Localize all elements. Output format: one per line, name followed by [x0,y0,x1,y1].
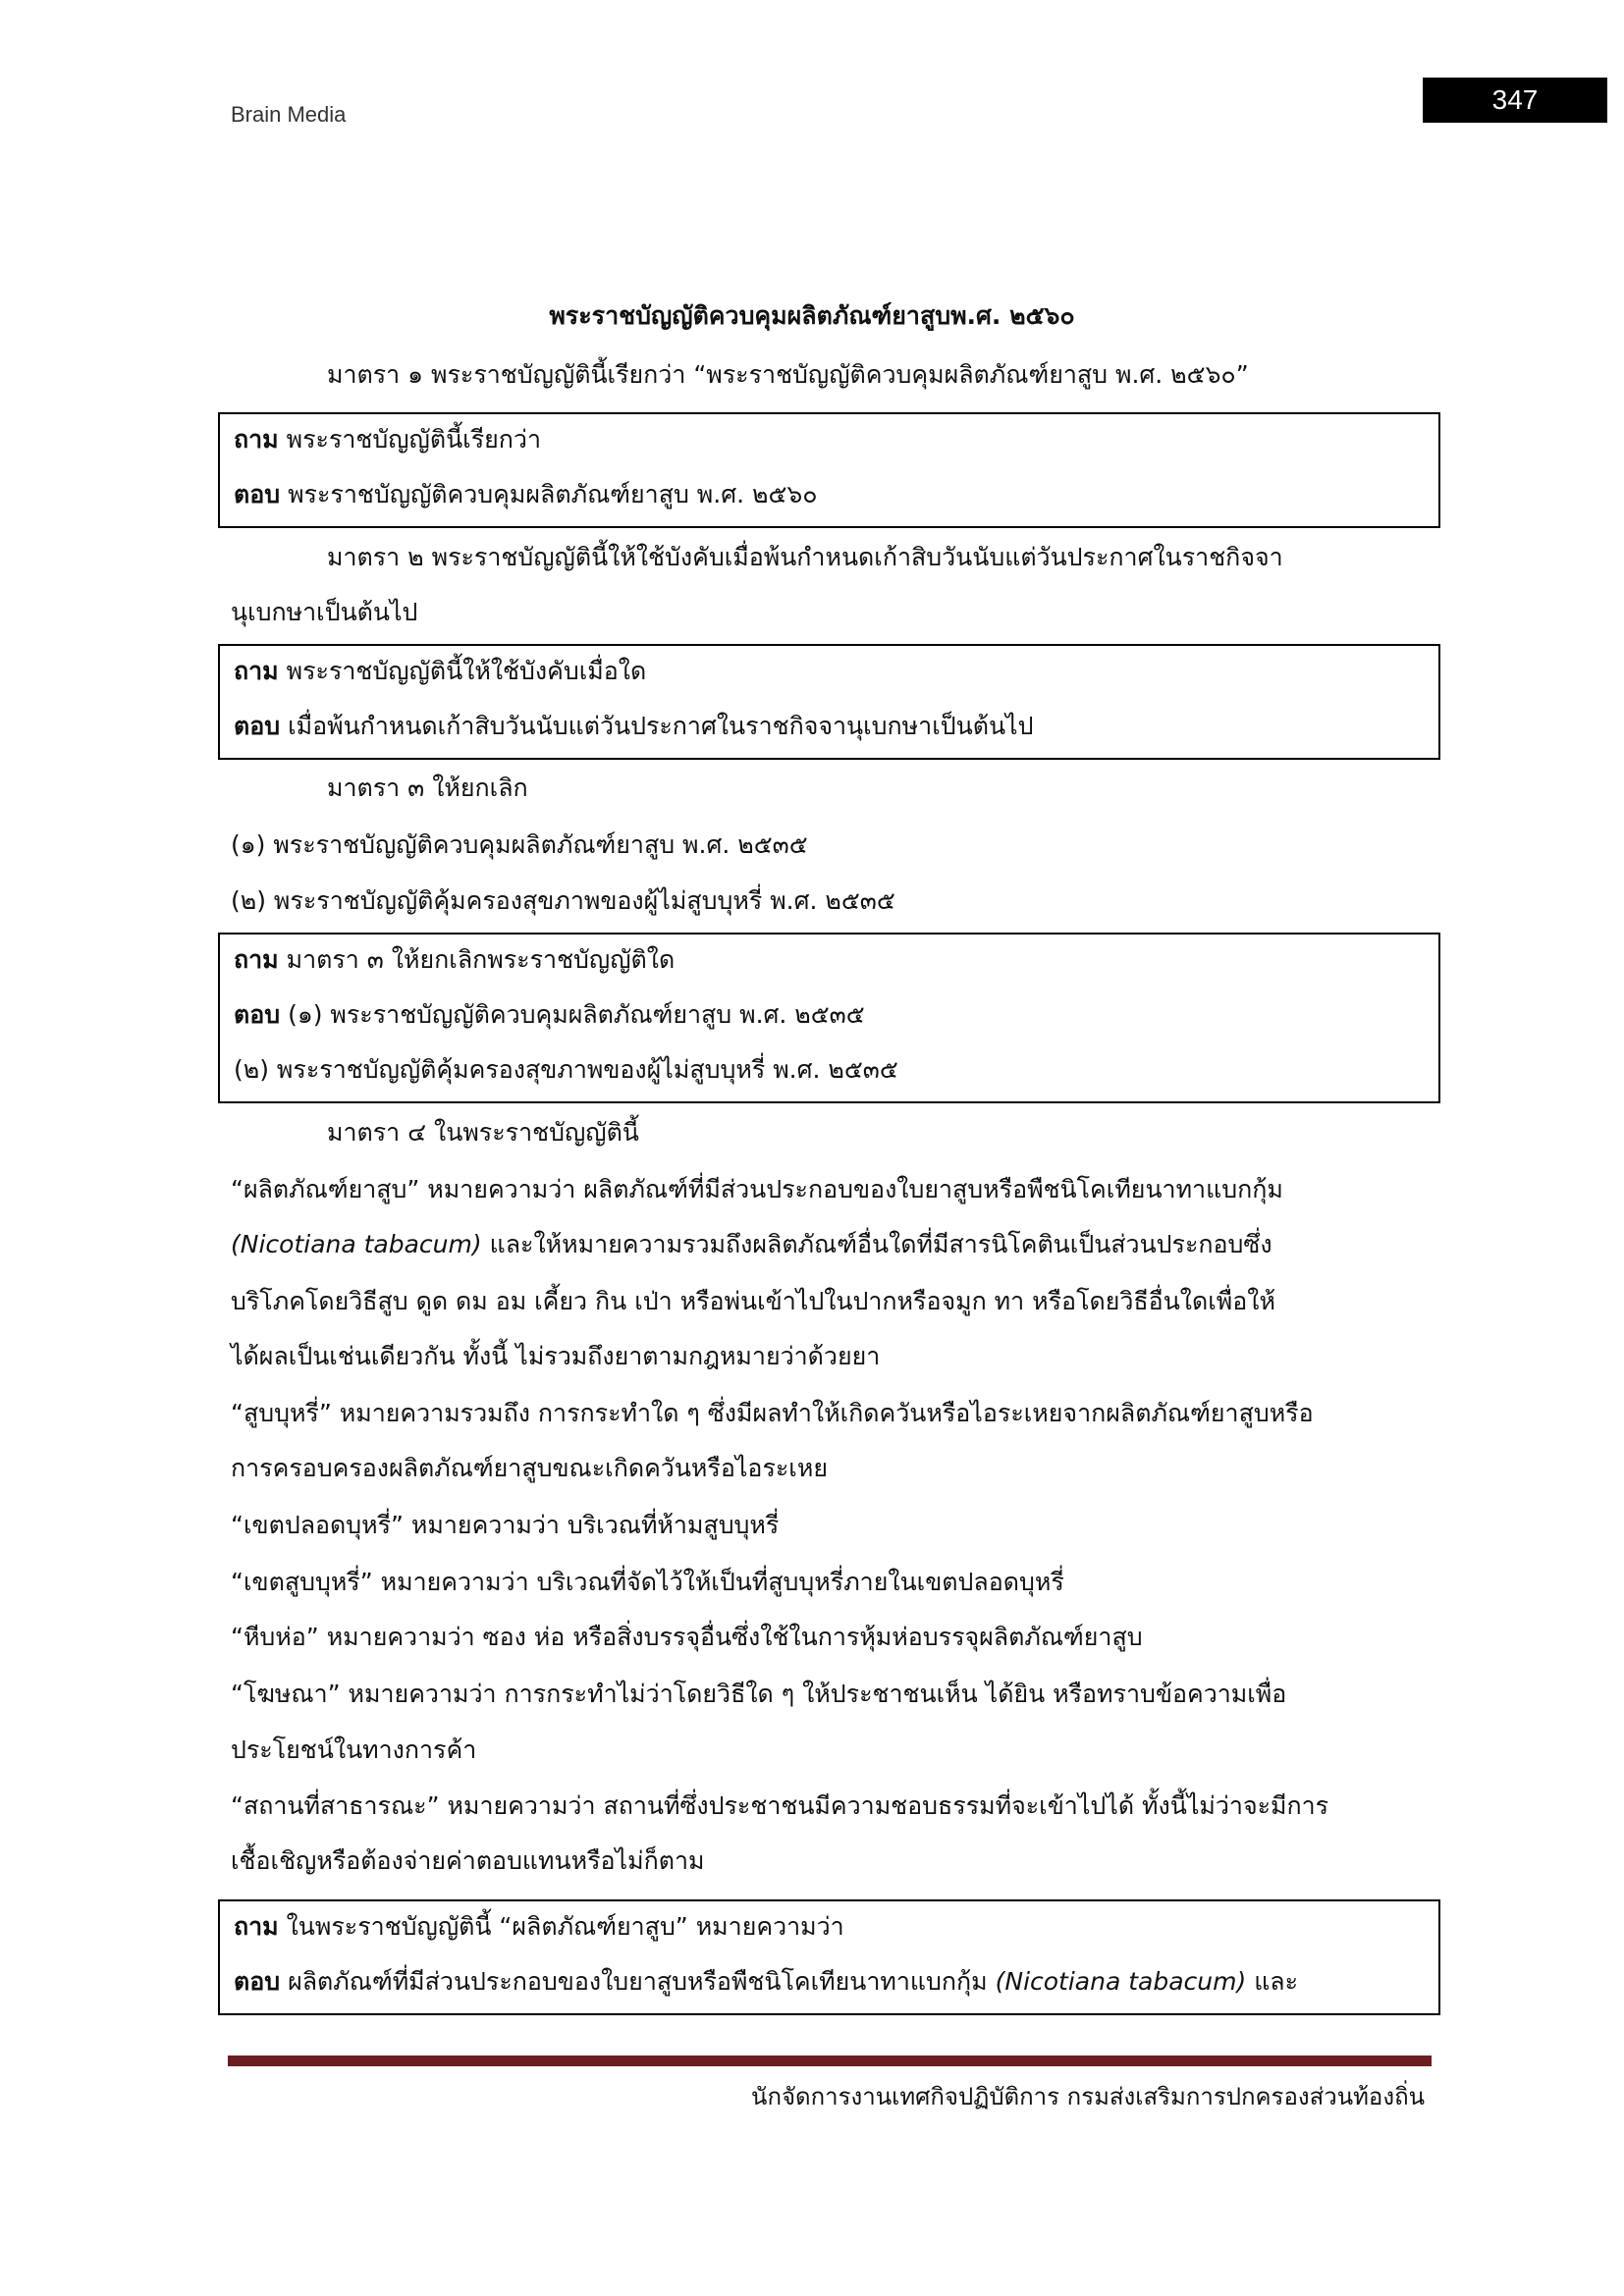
section-2-text-line-2: นุเบกษาเป็นต้นไป [231,598,418,626]
definition-line: การครอบครองผลิตภัณฑ์ยาสูบขณะเกิดควันหรือไอระเหย [231,1454,828,1482]
definition-line [231,1227,1272,1262]
document-title: พระราชบัญญัติควบคุมผลิตภัณฑ์ยาสูบพ.ศ. ๒๕๖๐ [549,301,1075,330]
question-tag: ถาม [234,425,279,454]
question-text: พระราชบัญญัตินี้ให้ใช้บังคับเมื่อใด [278,657,647,685]
qa-3-answer-line-2: (๒) พระราชบัญญัติคุ้มครองสุขภาพของผู้ไม่สูบบุหรี่ พ.ศ. ๒๕๓๕ [234,1055,898,1084]
question-tag: ถาม [234,1912,279,1941]
answer-tag: ตอบ [234,1000,281,1029]
definition-line: “สูบบุหรี่” หมายความรวมถึง การกระทำใด ๆ ซึ่งมีผลทำให้เกิดควันหรือไอระเหยจากผลิตภัณฑ์ยาสูบหรือ [231,1399,1314,1427]
qa-box-4 [218,1899,1440,2015]
qa-box-3 [218,933,1440,1103]
scientific-name: (Nicotiana tabacum) [995,1967,1247,1996]
question-text: ในพระราชบัญญัตินี้ “ผลิตภัณฑ์ยาสูบ” หมายความว่า [278,1912,844,1941]
qa-1-question [234,422,541,457]
section-3-text: มาตรา ๓ ให้ยกเลิก [327,774,528,802]
qa-4-answer [234,1964,1298,2000]
definition-line: “เขตสูบบุหรี่” หมายความว่า บริเวณที่จัดไว้ให้เป็นที่สูบบุหรี่ภายในเขตปลอดบุหรี่ [231,1568,1064,1596]
qa-2-question [234,654,646,689]
qa-box-2 [218,644,1440,760]
page-number-badge: 347 [1423,78,1607,123]
question-text: มาตรา ๓ ให้ยกเลิกพระราชบัญญัติใด [278,945,676,974]
qa-1-answer [234,477,818,512]
answer-text: (๑) พระราชบัญญัติควบคุมผลิตภัณฑ์ยาสูบ พ.ศ. ๒๕๓๕ [280,1000,865,1029]
question-tag: ถาม [234,945,279,974]
qa-2-answer [234,709,1033,744]
qa-4-question [234,1909,844,1945]
answer-text-end: และ [1246,1967,1299,1996]
definition-line: เชื้อเชิญหรือต้องจ่ายค่าตอบแทนหรือไม่ก็ตาม [231,1846,705,1875]
definition-line: ประโยชน์ในทางการค้า [231,1735,477,1764]
definition-line: ได้ผลเป็นเช่นเดียวกัน ทั้งนี้ ไม่รวมถึงยาตามกฎหมายว่าด้วยยา [231,1342,881,1370]
definition-line: “หีบห่อ” หมายความว่า ซอง ห่อ หรือสิ่งบรรจุอื่นซึ่งใช้ในการหุ้มห่อบรรจุผลิตภัณฑ์ยาสูบ [231,1623,1143,1651]
qa-3-question [234,942,675,978]
answer-text: พระราชบัญญัติควบคุมผลิตภัณฑ์ยาสูบ พ.ศ. ๒๕๖๐ [280,480,818,508]
question-tag: ถาม [234,657,279,685]
section-4-text: มาตรา ๔ ในพระราชบัญญัตินี้ [327,1118,639,1147]
section-3-item-2: (๒) พระราชบัญญัติคุ้มครองสุขภาพของผู้ไม่สูบบุหรี่ พ.ศ. ๒๕๓๕ [231,886,895,915]
answer-tag: ตอบ [234,712,281,740]
definition-line: “เขตปลอดบุหรี่” หมายความว่า บริเวณที่ห้ามสูบบุหรี่ [231,1511,780,1539]
qa-3-answer [234,997,865,1033]
section-2-text-line-1: มาตรา ๒ พระราชบัญญัตินี้ให้ใช้บังคับเมื่อพ้นกำหนดเก้าสิบวันนับแต่วันประกาศในราชกิจจา [327,543,1283,571]
scientific-name: (Nicotiana tabacum) [231,1230,482,1258]
answer-text: ผลิตภัณฑ์ที่มีส่วนประกอบของใบยาสูบหรือพืชนิโคเทียนาทาแบกกุ้ม [280,1967,996,1996]
section-1-text: มาตรา ๑ พระราชบัญญัตินี้เรียกว่า “พระราชบัญญัติควบคุมผลิตภัณฑ์ยาสูบ พ.ศ. ๒๕๖๐” [327,360,1249,389]
answer-tag: ตอบ [234,1967,281,1996]
definition-line: บริโภคโดยวิธีสูบ ดูด ดม อม เคี้ยว กิน เป่า หรือพ่นเข้าไปในปากหรือจมูก ทา หรือโดยวิธีอื่นใดเพื่อให้ [231,1287,1275,1315]
question-text: พระราชบัญญัตินี้เรียกว่า [278,425,542,454]
definition-line-text: และให้หมายความรวมถึงผลิตภัณฑ์อื่นใดที่มีสารนิโคตินเป็นส่วนประกอบซึ่ง [481,1230,1272,1258]
footer-text: นักจัดการงานเทศกิจปฏิบัติการ กรมส่งเสริมการปกครองส่วนท้องถิ่น [751,2083,1425,2110]
section-3-item-1: (๑) พระราชบัญญัติควบคุมผลิตภัณฑ์ยาสูบ พ.ศ. ๒๕๓๕ [231,830,808,859]
definition-line: “ผลิตภัณฑ์ยาสูบ” หมายความว่า ผลิตภัณฑ์ที่มีส่วนประกอบของใบยาสูบหรือพืชนิโคเทียนาทาแบกกุ้ม [231,1175,1283,1203]
qa-box-1 [218,412,1440,528]
publisher-label: Brain Media [231,102,347,127]
definition-line: “โฆษณา” หมายความว่า การกระทำไม่ว่าโดยวิธีใด ๆ ให้ประชาชนเห็น ได้ยิน หรือทราบข้อความเพื่อ [231,1680,1287,1708]
answer-text: เมื่อพ้นกำหนดเก้าสิบวันนับแต่วันประกาศในราชกิจจานุเบกษาเป็นต้นไป [280,712,1034,740]
footer-divider [228,2056,1432,2066]
answer-tag: ตอบ [234,480,281,508]
definition-line: “สถานที่สาธารณะ” หมายความว่า สถานที่ซึ่งประชาชนมีความชอบธรรมที่จะเข้าไปได้ ทั้งนี้ไม่ว่าจะมีการ [231,1791,1329,1820]
